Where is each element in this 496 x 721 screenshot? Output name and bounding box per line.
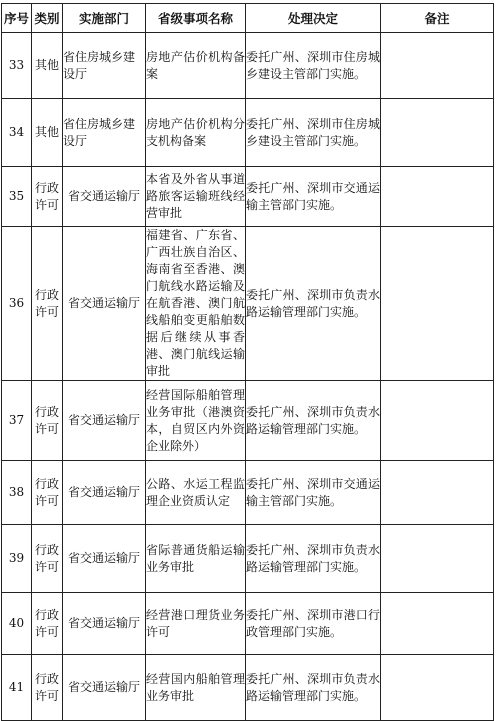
header-item-name: 省级事项名称: [146, 4, 246, 33]
cell-decision: 委托广州、深圳市住房城乡建设主管部门实施。: [246, 99, 381, 167]
cell-category: 行政许可: [32, 525, 63, 593]
table-row: [2, 227, 494, 381]
table-row: [2, 167, 494, 227]
cell-seq: 41: [2, 655, 32, 721]
cell-department: 省交通运输厅: [63, 167, 146, 227]
cell-item-name: 本省及外省从事道路旅客运输班线经营审批: [146, 167, 246, 227]
cell-item-name: 房地产估价机构分支机构备案: [146, 99, 246, 167]
cell-department: 省交通运输厅: [63, 593, 146, 655]
cell-seq: 34: [2, 99, 32, 167]
cell-item-name: 经营国内船舶管理业务审批: [146, 655, 246, 721]
cell-remark: [381, 655, 494, 721]
cell-remark: [381, 593, 494, 655]
cell-decision: 委托广州、深圳市交通运输主管部门实施。: [246, 167, 381, 227]
cell-department: 省交通运输厅: [63, 461, 146, 525]
cell-decision: 委托广州、深圳市住房城乡建设主管部门实施。: [246, 33, 381, 99]
cell-remark: [381, 33, 494, 99]
table-row: [2, 525, 494, 593]
cell-remark: [381, 99, 494, 167]
table-row: [2, 381, 494, 461]
cell-department: 省交通运输厅: [63, 655, 146, 721]
cell-decision: 委托广州、深圳市交通运输主管部门实施。: [246, 461, 381, 525]
cell-seq: 40: [2, 593, 32, 655]
header-department: 实施部门: [63, 4, 146, 33]
cell-decision: 委托广州、深圳市负责水路运输管理部门实施。: [246, 227, 381, 381]
header-category: 类别: [32, 4, 63, 33]
cell-category: 行政许可: [32, 655, 63, 721]
cell-department: 省交通运输厅: [63, 227, 146, 381]
cell-decision: 委托广州、深圳市港口行政管理部门实施。: [246, 593, 381, 655]
cell-seq: 33: [2, 33, 32, 99]
cell-seq: 37: [2, 381, 32, 461]
cell-seq: 35: [2, 167, 32, 227]
cell-item-name: 经营国际船舶管理业务审批（港澳资本，自贸区内外资企业除外）: [146, 381, 246, 461]
cell-remark: [381, 461, 494, 525]
cell-category: 行政许可: [32, 227, 63, 381]
cell-seq: 39: [2, 525, 32, 593]
cell-item-name: 福建省、广东省、广西壮族自治区、海南省至香港、澳门航线水路运输及在航香港、澳门航线船舶变更船舶数据后继续从事香港、澳门航线运输审批: [146, 227, 246, 381]
header-decision: 处理决定: [246, 4, 381, 33]
header-seq: 序号: [2, 4, 32, 33]
table-row: [2, 593, 494, 655]
cell-department: 省交通运输厅: [63, 381, 146, 461]
cell-item-name: 经营港口理货业务许可: [146, 593, 246, 655]
cell-category: 行政许可: [32, 593, 63, 655]
cell-seq: 36: [2, 227, 32, 381]
table-row: [2, 99, 494, 167]
header-row: [2, 4, 494, 33]
cell-remark: [381, 381, 494, 461]
policy-table: [1, 3, 494, 721]
cell-category: 行政许可: [32, 167, 63, 227]
cell-item-name: 省际普通货船运输业务审批: [146, 525, 246, 593]
cell-department: 省住房城乡建设厅: [63, 99, 146, 167]
cell-department: 省住房城乡建设厅: [63, 33, 146, 99]
cell-decision: 委托广州、深圳市负责水路运输管理部门实施。: [246, 655, 381, 721]
cell-remark: [381, 525, 494, 593]
table-row: [2, 655, 494, 721]
cell-seq: 38: [2, 461, 32, 525]
cell-category: 行政许可: [32, 381, 63, 461]
cell-decision: 委托广州、深圳市负责水路运输管理部门实施。: [246, 525, 381, 593]
cell-category: 其他: [32, 99, 63, 167]
cell-decision: 委托广州、深圳市负责水路运输管理部门实施。: [246, 381, 381, 461]
cell-item-name: 公路、水运工程监理企业资质认定: [146, 461, 246, 525]
header-remark: 备注: [381, 4, 494, 33]
table-row: [2, 461, 494, 525]
cell-remark: [381, 227, 494, 381]
table-row: [2, 33, 494, 99]
cell-remark: [381, 167, 494, 227]
cell-category: 其他: [32, 33, 63, 99]
cell-category: 行政许可: [32, 461, 63, 525]
cell-department: 省交通运输厅: [63, 525, 146, 593]
cell-item-name: 房地产估价机构备案: [146, 33, 246, 99]
